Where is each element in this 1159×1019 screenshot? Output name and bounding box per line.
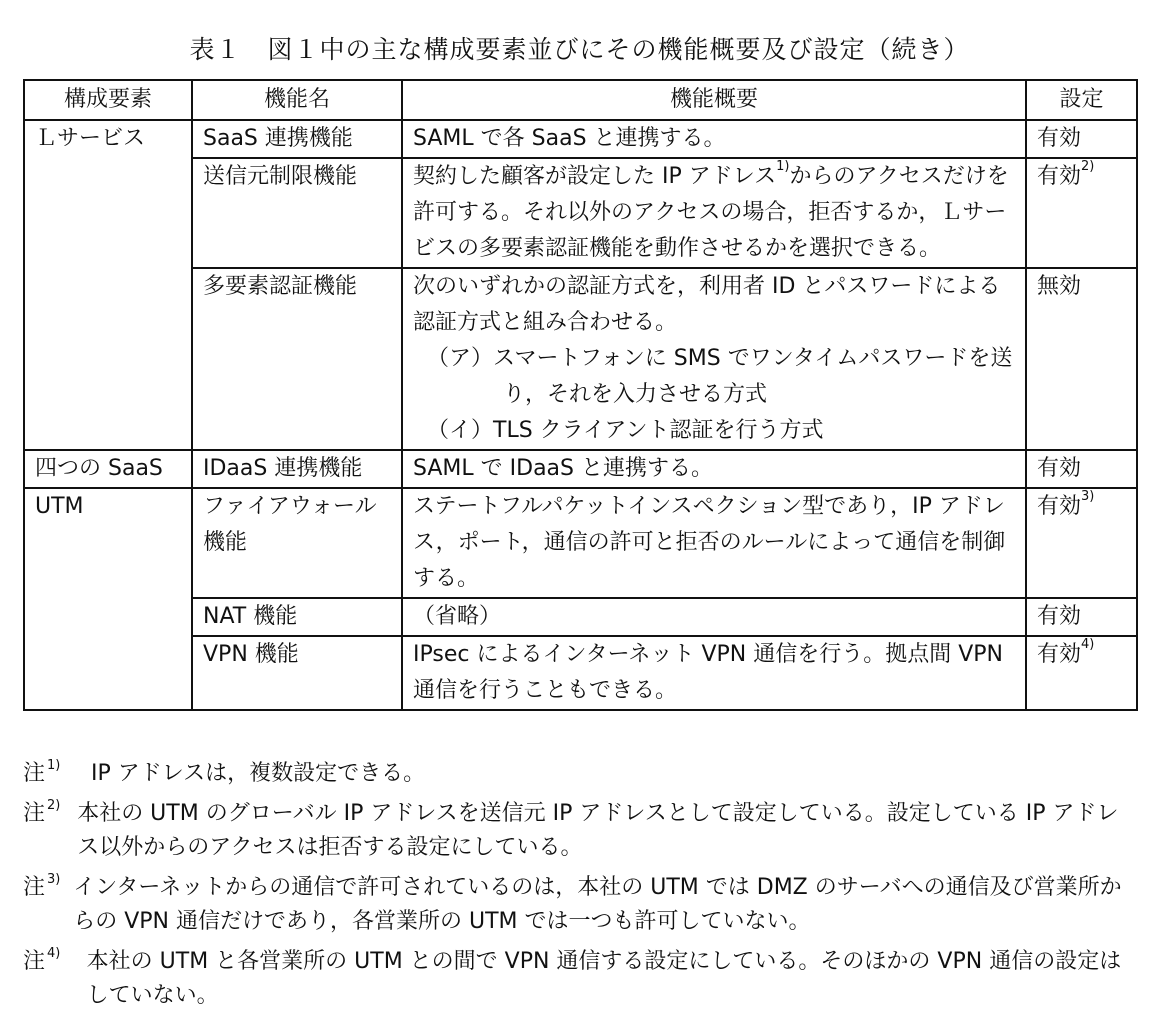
footnote-ref: 1): [776, 159, 790, 174]
setting-value: 有効: [1037, 642, 1082, 667]
setting-cell: [1026, 268, 1137, 450]
footnote-text: IP アドレスは，複数設定できる。: [91, 761, 426, 786]
setting-cell: [1026, 598, 1137, 636]
overview-cell: SAML で IDaaS と連携する。: [402, 450, 1026, 488]
overview-cell: [402, 268, 1026, 450]
header-function-name: 機能名: [192, 80, 402, 120]
function-name-cell: 送信元制限機能: [192, 158, 402, 268]
function-name-cell: NAT 機能: [192, 598, 402, 636]
auth-option: （イ）TLS クライアント認証を行う方式: [427, 418, 824, 443]
setting-cell: [1026, 636, 1137, 710]
table-row: [24, 120, 1137, 158]
component-cell: Ｌサービス: [24, 120, 192, 450]
footnote: [23, 757, 1138, 791]
table-header-row: [24, 80, 1137, 120]
footnote-text: インターネットからの通信で許可されているのは，本社の UTM では DMZ のサーバへの通信及び営業所からの VPN 通信だけであり，各営業所の UTM では一つも許可していない。: [73, 875, 1122, 934]
footnote-mark: 注: [23, 801, 46, 826]
function-name-cell: VPN 機能: [192, 636, 402, 710]
footnote-ref: 3): [1081, 489, 1095, 504]
overview-cell: IPsec によるインターネット VPN 通信を行う。拠点間 VPN 通信を行うこともできる。: [402, 636, 1026, 710]
function-name-cell: SaaS 連携機能: [192, 120, 402, 158]
header-setting: 設定: [1026, 80, 1137, 120]
footnote: [23, 871, 1138, 939]
overview-cell: ステートフルパケットインスペクション型であり，IP アドレス，ポート，通信の許可と拒否のルールによって通信を制御する。: [402, 488, 1026, 598]
header-overview: 機能概要: [402, 80, 1026, 120]
footnote: [23, 945, 1138, 1013]
setting-cell: [1026, 450, 1137, 488]
overview-cell: SAML で各 SaaS と連携する。: [402, 120, 1026, 158]
footnote-number: 3): [47, 872, 61, 887]
function-name-cell: 多要素認証機能: [192, 268, 402, 450]
header-component: 構成要素: [24, 80, 192, 120]
setting-cell: [1026, 120, 1137, 158]
table-row: [24, 488, 1137, 598]
setting-cell: [1026, 488, 1137, 598]
setting-value: 無効: [1037, 274, 1082, 299]
component-cell: 四つの SaaS: [24, 450, 192, 488]
table-caption: 表１ 図１中の主な構成要素並びにその機能概要及び設定（続き）: [189, 35, 970, 64]
component-cell: UTM: [24, 488, 192, 710]
setting-value: 有効: [1037, 126, 1082, 151]
setting-cell: [1026, 158, 1137, 268]
setting-value: 有効: [1037, 456, 1082, 481]
footnote-mark: 注: [23, 875, 46, 900]
footnote-ref: 2): [1081, 159, 1095, 174]
footnote-text: 本社の UTM のグローバル IP アドレスを送信元 IP アドレスとして設定している。設定している IP アドレス以外からのアクセスは拒否する設定にしている。: [77, 801, 1119, 860]
setting-value: 有効: [1037, 604, 1082, 629]
footnotes: [23, 757, 1138, 1019]
function-name-cell: ファイアウォール機能: [192, 488, 402, 598]
function-name-cell: IDaaS 連携機能: [192, 450, 402, 488]
footnote: [23, 797, 1138, 865]
overview-text: 次のいずれかの認証方式を，利用者 ID とパスワードによる認証方式と組み合わせる。: [413, 274, 1001, 335]
footnote-number: 4): [47, 946, 61, 961]
footnote-number: 2): [47, 798, 61, 813]
function-table: [23, 79, 1138, 711]
overview-text: 契約した顧客が設定した IP アドレス: [413, 164, 777, 189]
overview-text: からのアクセスだけを許可する。それ以外のアクセスの場合，拒否するか，Ｌサービスの多要素認証機能を動作させるかを選択できる。: [413, 164, 1009, 261]
auth-option-list: [413, 341, 1015, 449]
footnote-mark: 注: [23, 949, 46, 974]
overview-cell: [402, 158, 1026, 268]
footnote-ref: 4): [1081, 637, 1095, 652]
auth-option: （ア）スマートフォンに SMS でワンタイムパスワードを送り，それを入力させる方式: [427, 346, 1013, 407]
table-row: [24, 450, 1137, 488]
setting-value: 有効: [1037, 164, 1082, 189]
footnote-text: 本社の UTM と各営業所の UTM との間で VPN 通信する設定にしている。そのほかの VPN 通信の設定はしていない。: [86, 949, 1122, 1008]
overview-cell: （省略）: [402, 598, 1026, 636]
footnote-mark: 注: [23, 761, 46, 786]
setting-value: 有効: [1037, 494, 1082, 519]
footnote-number: 1): [47, 758, 61, 773]
